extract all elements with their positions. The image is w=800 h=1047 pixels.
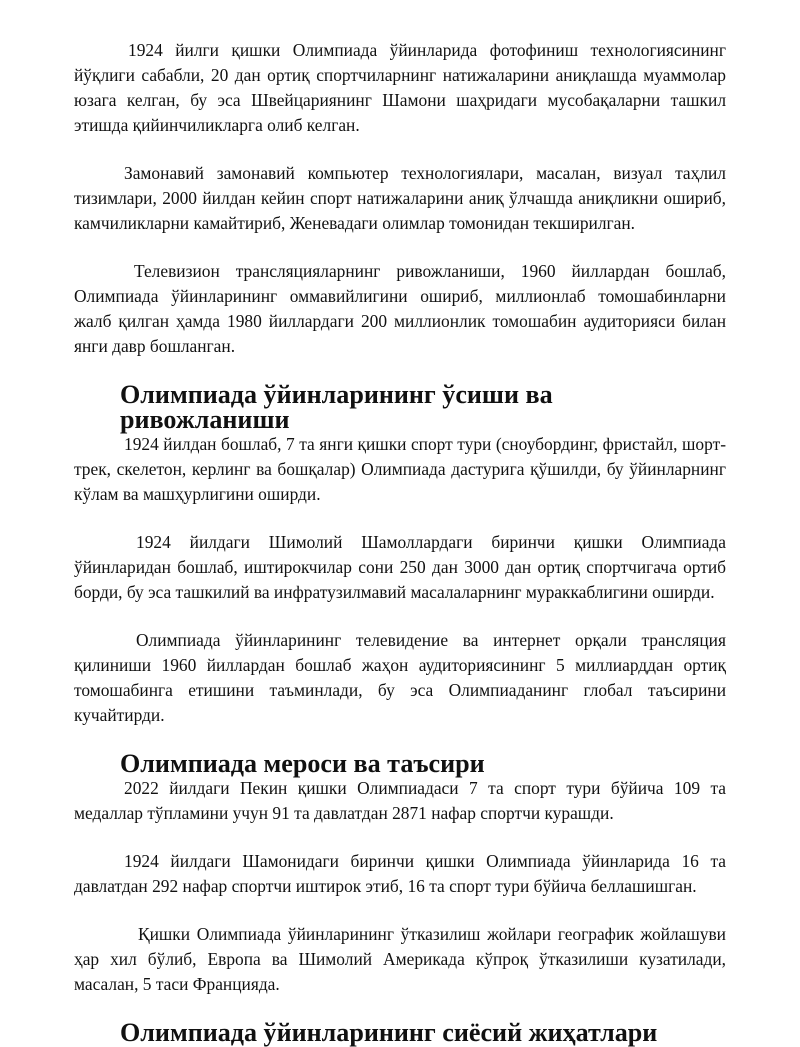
paragraph-beijing-2022: 2022 йилдаги Пекин қишки Олимпиадаси 7 та спорт тури бўйича 109 та медаллар тўпламини учун 91 та давлатдан 2871 нафар спортчи курашди.: [74, 778, 726, 823]
section-heading-legacy: Олимпиада мероси ва таъсири: [120, 749, 485, 778]
paragraph-photofinish: 1924 йилги қишки Олимпиада ўйинларида фотофиниш технологиясининг йўқлиги сабабли, 20 дан ортиқ спортчиларнинг натижаларини аниқлашда муаммолар юзага келган, бу эса Швейцариянинг Шамони шаҳридаги мусобақаларни ташкил этишда қийинчиликларга олиб келган.: [74, 40, 726, 135]
paragraph-global-audience: Олимпиада ўйинларининг телевидение ва интернет орқали трансляция қилиниши 1960 йиллардан бошлаб жаҳон аудиториясининг 5 миллиарддан ортиқ томошабинга етишини таъминлади, бу эса Олимпиаданинг глобал таъсирини кучайтирди.: [74, 630, 726, 725]
document-page: [74, 38, 726, 1045]
paragraph-host-locations: Қишки Олимпиада ўйинларининг ўтказилиш жойлари географик жойлашуви ҳар хил бўлиб, Европа ва Шимолий Америкада кўпроқ ўтказилиши кузатилади, масалан, 5 таси Францияда.: [74, 924, 726, 994]
paragraph-new-sports: 1924 йилдан бошлаб, 7 та янги қишки спорт тури (сноубординг, фристайл, шорт-трек, скелетон, керлинг ва бошқалар) Олимпиада дастурига қўшилди, бу ўйинларнинг кўлам ва машҳурлигини оширди.: [74, 434, 726, 504]
paragraph-tv-broadcast: Телевизион трансляцияларнинг ривожланиши, 1960 йиллардан бошлаб, Олимпиада ўйинларининг оммавийлигини ошириб, миллионлаб томошабинларни жалб қилган ҳамда 1980 йиллардаги 200 миллионлик томошабин аудиторияси билан янги давр бошланган.: [74, 261, 726, 356]
section-heading-growth: Олимпиада ўйинларининг ўсиши ва ривожланиши: [120, 380, 553, 434]
paragraph-participants: 1924 йилдаги Шимолий Шамоллардаги биринчи қишки Олимпиада ўйинларидан бошлаб, иштирокчилар сони 250 дан 3000 дан ортиқ спортчигача ортиб борди, бу эса ташкилий ва инфратузилмавий масалаларнинг мураккаблигини оширди.: [74, 532, 726, 602]
paragraph-chamonix-1924: 1924 йилдаги Шамонидаги биринчи қишки Олимпиада ўйинларида 16 та давлатдан 292 нафар спортчи иштирок этиб, 16 та спорт тури бўйича беллашишган.: [74, 851, 726, 896]
paragraph-computer-tech: Замонавий замонавий компьютер технологиялари, масалан, визуал таҳлил тизимлари, 2000 йилдан кейин спорт натижаларини аниқ ўлчашда аниқликни ошириб, камчиликларни камайтириб, Женевадаги олимлар томонидан текширилган.: [74, 163, 726, 233]
section-heading-politics: Олимпиада ўйинларининг сиёсий жиҳатлари: [120, 1018, 658, 1047]
